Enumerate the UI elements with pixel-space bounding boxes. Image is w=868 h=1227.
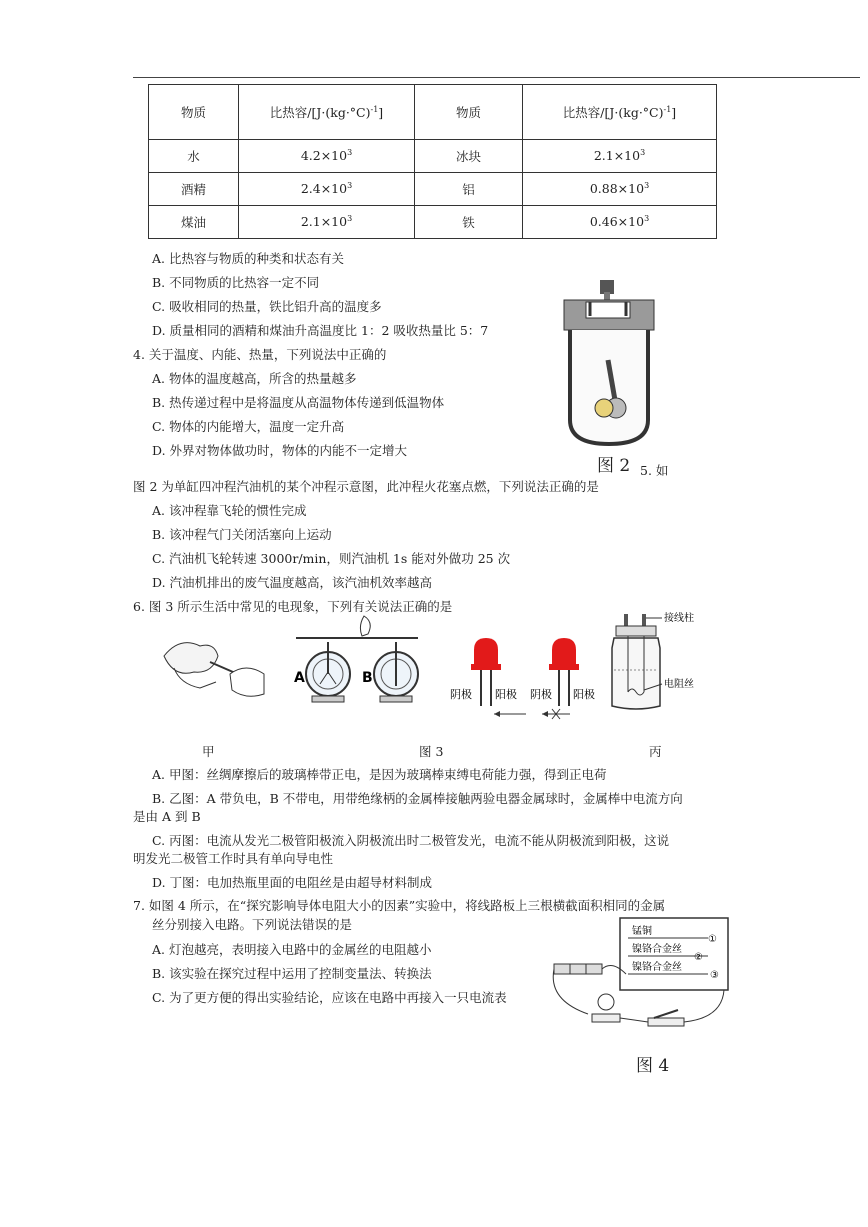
q5-option-a: A. 该冲程靠飞轮的惯性完成 — [152, 503, 307, 518]
fig3-electroscope-figure — [288, 612, 428, 710]
q5-stem: 图 2 为单缸四冲程汽油机的某个冲程示意图，此冲程火花塞点燃，下列说法正确的是 — [133, 479, 599, 494]
electroscope-b-icon — [374, 642, 418, 702]
wire3-number: ③ — [710, 970, 719, 981]
hand-icon — [360, 616, 370, 636]
table-header-row — [149, 85, 717, 140]
fig4-caption: 图 4 — [636, 1056, 670, 1076]
q5-option-d: D. 汽油机排出的废气温度越高，该汽油机效率越高 — [152, 575, 433, 590]
fig2-caption: 图 2 — [597, 456, 631, 476]
led1-cathode-label: 阴极 — [450, 688, 472, 701]
heating-jar-icon — [612, 614, 660, 709]
table-cell: 酒精 — [149, 173, 239, 206]
table-cell: 冰块 — [415, 140, 523, 173]
header-substance: 物质 — [149, 85, 239, 140]
spark-plug-icon — [600, 280, 614, 294]
light-bulb-icon — [592, 994, 620, 1022]
table-cell: 铝 — [415, 173, 523, 206]
table-cell: 水 — [149, 140, 239, 173]
table-cell: $2.4\times 10^3$ — [239, 173, 415, 206]
fig3-label-bing: 丙 — [649, 744, 662, 759]
table-cell: $4.2\times 10^3$ — [239, 140, 415, 173]
q6-option-a: A. 甲图：丝绸摩擦后的玻璃棒带正电，是因为玻璃棒束缚电荷能力强，得到正电荷 — [152, 767, 607, 782]
q3-option-a: A. 比热容与物质的种类和状态有关 — [152, 251, 344, 266]
fig3-led-figure — [446, 636, 606, 720]
q4-option-a: A. 物体的温度越高，所含的热量越多 — [152, 371, 357, 386]
q5-option-b: B. 该冲程气门关闭活塞向上运动 — [152, 527, 332, 542]
q4-option-b: B. 热传递过程中是将温度从高温物体传递到低温物体 — [152, 395, 445, 410]
jar-terminal-label: 接线柱 — [664, 613, 694, 624]
table-cell: $0.46\times 10^3$ — [523, 206, 717, 239]
table-row — [149, 206, 717, 239]
fig3-label-jia: 甲 — [202, 744, 215, 759]
q7-option-a: A. 灯泡越亮，表明接入电路中的金属丝的电阻越小 — [152, 942, 432, 957]
flywheel-icon — [595, 399, 613, 417]
wire2-label: 镍铬合金丝 — [632, 944, 682, 955]
fig3-heating-jar-figure — [606, 610, 724, 714]
table-cell: $2.1\times 10^3$ — [239, 206, 415, 239]
electroscope-a-icon — [306, 642, 350, 702]
wire1-label: 锰铜 — [632, 926, 652, 937]
q3-option-d: D. 质量相同的酒精和煤油升高温度比 1：2 吸收热量比 5：7 — [152, 323, 489, 338]
table-cell: $2.1\times 10^3$ — [523, 140, 717, 173]
q7-stem-cont: 丝分别接入电路。下列说法错误的是 — [152, 917, 353, 932]
q7-stem: 7. 如图 4 所示，在“探究影响导体电阻大小的因素”实验中，将线路板上三根横截面积相同的金属 — [133, 898, 666, 913]
q6-stem: 6. 图 3 所示生活中常见的电现象，下列有关说法正确的是 — [133, 599, 453, 614]
jar-wire-label: 电阻丝 — [664, 679, 694, 690]
q6-option-d: D. 丁图：电加热瓶里面的电阻丝是由超导材料制成 — [152, 875, 433, 890]
q7-option-b: B. 该实验在探究过程中运用了控制变量法、转换法 — [152, 966, 432, 981]
electroscope-a-label: A — [294, 670, 305, 686]
header-substance-2: 物质 — [415, 85, 523, 140]
q4-option-c: C. 物体的内能增大，温度一定升高 — [152, 419, 345, 434]
electroscope-b-label: B — [362, 670, 373, 686]
table-row — [149, 140, 717, 173]
table-cell: $0.88\times 10^3$ — [523, 173, 717, 206]
led2-anode-label: 阳极 — [573, 688, 595, 701]
silk-cloth-icon — [164, 643, 218, 674]
led2-cathode-label: 阴极 — [530, 688, 552, 701]
specific-heat-table — [148, 84, 717, 239]
q4-option-d: D. 外界对物体做功时，物体的内能不一定增大 — [152, 443, 408, 458]
table-cell: 煤油 — [149, 206, 239, 239]
fig4-circuit-figure — [548, 914, 732, 1038]
switch-icon — [648, 1010, 684, 1026]
q6-option-c-cont: 明发光二极管工作时具有单向导电性 — [133, 851, 334, 866]
engine-cylinder-figure — [560, 280, 658, 446]
table-row — [149, 173, 717, 206]
wire1-number: ① — [708, 934, 717, 945]
battery-icon — [554, 964, 602, 974]
led1-anode-label: 阳极 — [495, 688, 517, 701]
q7-option-c: C. 为了更方便的得出实验结论，应该在电路中再接入一只电流表 — [152, 990, 507, 1005]
q5-option-c: C. 汽油机飞轮转速 3000r/min，则汽油机 1s 能对外做功 25 次 — [152, 551, 511, 566]
fig3-caption: 图 3 — [419, 744, 444, 759]
q3-option-b: B. 不同物质的比热容一定不同 — [152, 275, 320, 290]
q4-stem: 4. 关于温度、内能、热量，下列说法中正确的 — [133, 347, 387, 362]
fig3-rubbing-rod-figure — [160, 612, 272, 708]
header-specific-heat: 比热容$/[J\cdot(kg\cdot^\circ C)^{-1}]$ — [239, 85, 415, 140]
wire3-label: 镍铬合金丝 — [632, 962, 682, 973]
header-rule — [133, 77, 860, 78]
header-specific-heat-2: 比热容$/[J\cdot(kg\cdot^\circ C)^{-1}]$ — [523, 85, 717, 140]
q6-option-b: B. 乙图：A 带负电，B 不带电，用带绝缘柄的金属棒接触两验电器金属球时，金属棒中电流方向 — [152, 791, 683, 806]
table-cell: 铁 — [415, 206, 523, 239]
q5-number: 5. 如 — [640, 463, 669, 478]
q6-option-b-cont: 是由 A 到 B — [133, 809, 201, 824]
wire2-number: ② — [694, 952, 703, 963]
q3-option-c: C. 吸收相同的热量，铁比铝升高的温度多 — [152, 299, 382, 314]
hand-icon — [230, 668, 264, 696]
q6-option-c: C. 丙图：电流从发光二极管阳极流入阴极流出时二极管发光，电流不能从阴极流到阳极，这说 — [152, 833, 670, 848]
